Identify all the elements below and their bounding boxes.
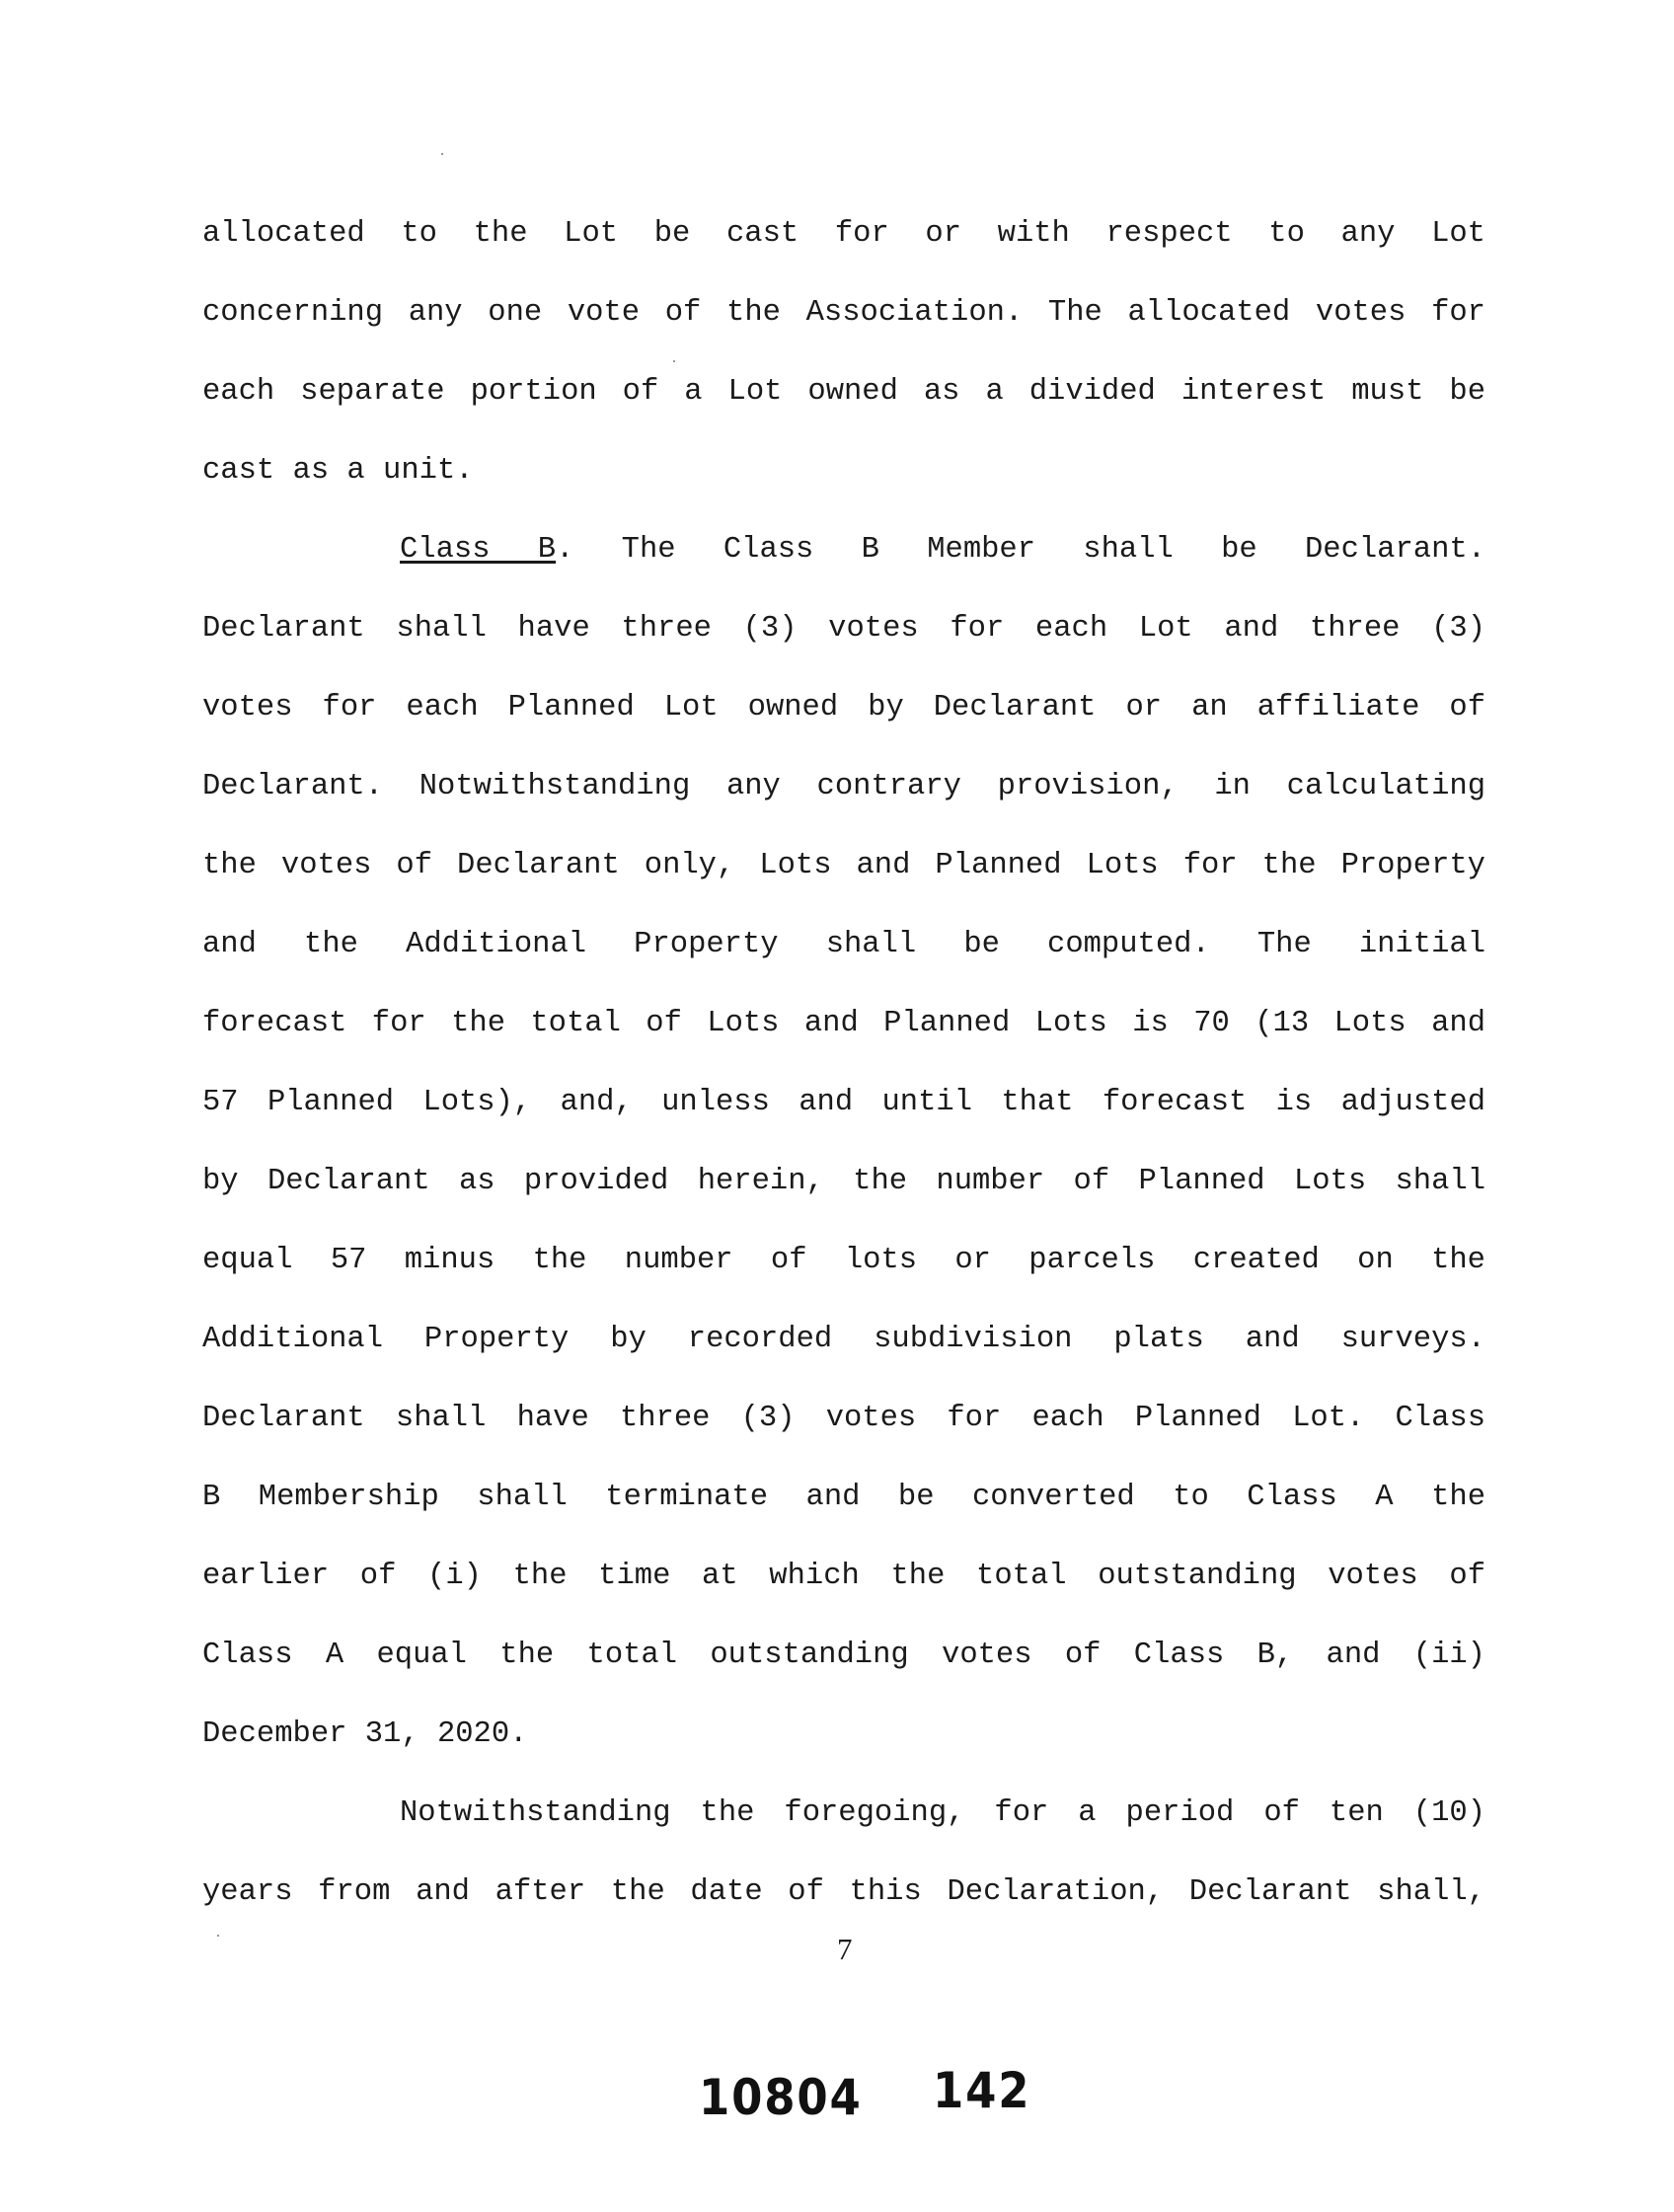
paragraph-line: votes for each Planned Lot owned by Declarant or an affiliate of — [202, 691, 1485, 725]
paragraph-line: Class A equal the total outstanding votes of Class B, and (ii) — [202, 1639, 1485, 1672]
paragraph-line: each separate portion of a Lot owned as a divided interest must be — [202, 375, 1485, 409]
recording-book-number: 10804 — [699, 2069, 863, 2126]
page-number: 7 — [837, 1932, 853, 1966]
paragraph-line: December 31, 2020. — [202, 1717, 528, 1751]
class-b-first-line-text: . The Class B Member shall be Declarant. — [556, 533, 1485, 567]
scan-speck — [441, 153, 443, 155]
paragraph-line: the votes of Declarant only, Lots and Planned Lots for the Property — [202, 849, 1485, 882]
paragraph-line: Declarant shall have three (3) votes for each Lot and three (3) — [202, 612, 1485, 646]
paragraph-line: forecast for the total of Lots and Planned Lots is 70 (13 Lots and — [202, 1007, 1485, 1040]
class-b-heading: Class B — [400, 533, 557, 567]
recording-page-number: 142 — [933, 2062, 1031, 2119]
paragraph-line: and the Additional Property shall be computed. The initial — [202, 928, 1485, 961]
paragraph-line: Declarant. Notwithstanding any contrary provision, in calculating — [202, 770, 1485, 803]
class-b-first-line — [400, 530, 1485, 570]
paragraph-line: equal 57 minus the number of lots or parcels created on the — [202, 1244, 1485, 1277]
paragraph-line: years from and after the date of this Declaration, Declarant shall, — [202, 1875, 1485, 1909]
paragraph-line: Declarant shall have three (3) votes for each Planned Lot. Class — [202, 1402, 1485, 1435]
paragraph-line: Notwithstanding the foregoing, for a period of ten (10) — [400, 1796, 1485, 1830]
paragraph-line: B Membership shall terminate and be converted to Class A the — [202, 1481, 1485, 1514]
paragraph-line: 57 Planned Lots), and, unless and until that forecast is adjusted — [202, 1086, 1485, 1119]
paragraph-line: cast as a unit. — [202, 454, 474, 488]
paragraph-line: earlier of (i) the time at which the total outstanding votes of — [202, 1560, 1485, 1593]
paragraph-line: concerning any one vote of the Association. The allocated votes for — [202, 296, 1485, 330]
paragraph-line: allocated to the Lot be cast for or with respect to any Lot — [202, 217, 1485, 251]
scan-speck — [217, 1935, 219, 1937]
paragraph-line: by Declarant as provided herein, the number of Planned Lots shall — [202, 1165, 1485, 1198]
paragraph-line: Additional Property by recorded subdivision plats and surveys. — [202, 1323, 1485, 1356]
scan-speck — [673, 360, 675, 362]
